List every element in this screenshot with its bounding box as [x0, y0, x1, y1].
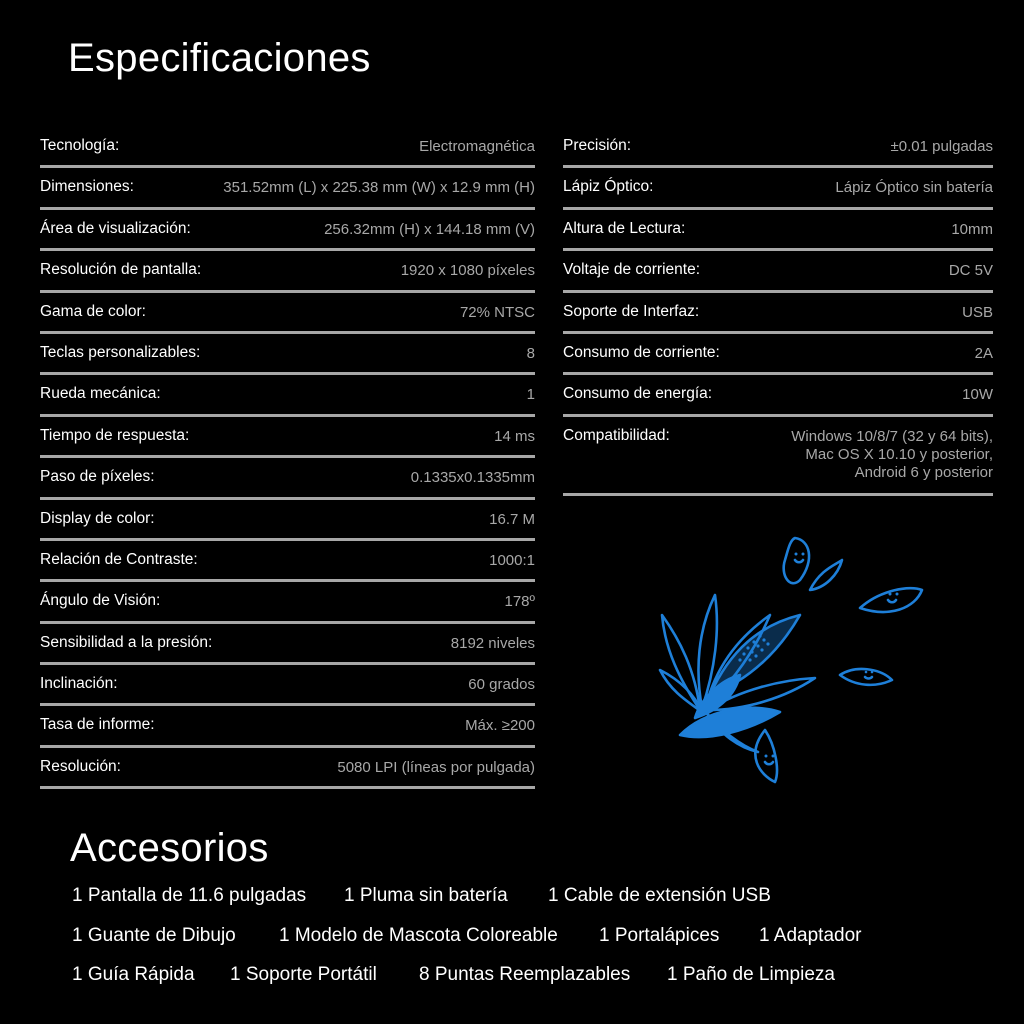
accessory-item: 1 Pluma sin batería [344, 885, 508, 906]
spec-row [40, 665, 535, 706]
spec-label: Consumo de energía: [563, 385, 713, 403]
spec-row [40, 582, 535, 623]
splash-solid-petal [680, 708, 780, 737]
spec-value: 60 grados [468, 676, 535, 694]
accessory-item: 1 Modelo de Mascota Coloreable [279, 925, 558, 946]
spec-label: Área de visualización: [40, 219, 191, 237]
spec-value: 10mm [951, 220, 993, 238]
accessory-item: 1 Portalápices [599, 925, 720, 946]
blue-splash-illustration [640, 530, 940, 790]
spec-row [40, 168, 535, 209]
spec-value: 2A [974, 344, 993, 362]
spec-value: USB [962, 303, 993, 321]
spec-label: Precisión: [563, 137, 632, 154]
spec-value: 1000:1 [489, 551, 535, 569]
accessories-title: Accesorios [70, 826, 269, 870]
spec-row [40, 458, 535, 499]
spec-label: Gama de color: [40, 302, 146, 320]
accessory-item: 1 Guía Rápida [72, 964, 195, 985]
spec-label: Soporte de Interfaz: [563, 302, 700, 320]
spec-row [563, 168, 993, 209]
specs-right-column [563, 127, 993, 496]
spec-label: Resolución: [40, 757, 121, 775]
spec-row [40, 624, 535, 665]
splash-drop [810, 560, 842, 590]
spec-label: Lápiz Óptico: [563, 178, 654, 196]
spec-label: Altura de Lectura: [563, 219, 686, 237]
spec-label: Paso de píxeles: [40, 468, 155, 486]
spec-value: 5080 LPI (líneas por pulgada) [337, 758, 535, 776]
spec-value: 1 [526, 386, 535, 404]
accessory-item: 1 Soporte Portátil [230, 964, 377, 985]
spec-row [563, 334, 993, 375]
spec-label: Display de color: [40, 509, 155, 527]
spec-row [563, 417, 993, 496]
spec-value: 1920 x 1080 píxeles [400, 262, 535, 280]
spec-value: Electromagnética [419, 138, 535, 155]
spec-row [40, 748, 535, 789]
spec-value: 8192 niveles [450, 634, 535, 652]
spec-label: Tiempo de respuesta: [40, 426, 190, 444]
spec-label: Consumo de corriente: [563, 343, 720, 361]
accessory-item: 1 Paño de Limpieza [667, 964, 835, 985]
spec-label: Ángulo de Visión: [40, 592, 161, 610]
spec-row [40, 500, 535, 541]
spec-value: 256.32mm (H) x 144.18 mm (V) [324, 220, 535, 238]
spec-row [40, 375, 535, 416]
spec-value: 16.7 M [489, 510, 535, 528]
spec-row [40, 210, 535, 251]
spec-label: Sensibilidad a la presión: [40, 633, 213, 651]
spec-label: Inclinación: [40, 675, 118, 693]
accessory-item: 8 Puntas Reemplazables [419, 964, 631, 985]
spec-label: Resolución de pantalla: [40, 261, 202, 279]
spec-value: 14 ms [494, 427, 535, 445]
spec-label: Tecnología: [40, 137, 120, 154]
spec-value: 8 [526, 344, 535, 362]
spec-label: Rueda mecánica: [40, 385, 161, 403]
specs-left-column [40, 127, 535, 789]
spec-row [563, 251, 993, 292]
spec-row [40, 417, 535, 458]
specifications-title: Especificaciones [68, 36, 371, 80]
accessory-item: 1 Cable de extensión USB [548, 885, 771, 906]
spec-label: Tasa de informe: [40, 716, 155, 734]
spec-row [40, 127, 535, 168]
splash-drop [860, 588, 922, 612]
spec-row [563, 127, 993, 168]
accessory-item: 1 Pantalla de 11.6 pulgadas [72, 885, 307, 906]
spec-value: ±0.01 pulgadas [890, 138, 993, 155]
spec-value: 0.1335x0.1335mm [410, 469, 535, 487]
spec-label: Compatibilidad: [563, 426, 670, 444]
spec-row [563, 375, 993, 416]
spec-row [40, 334, 535, 375]
spec-row [40, 541, 535, 582]
spec-row [563, 210, 993, 251]
spec-row [40, 706, 535, 747]
spec-label: Teclas personalizables: [40, 343, 201, 361]
spec-value: 178º [504, 593, 535, 611]
spec-label: Dimensiones: [40, 178, 134, 196]
spec-value: Lápiz Óptico sin batería [835, 179, 993, 197]
spec-label: Voltaje de corriente: [563, 261, 701, 279]
accessory-item: 1 Adaptador [759, 925, 862, 946]
spec-row [40, 293, 535, 334]
accessory-item: 1 Guante de Dibujo [72, 925, 236, 946]
spec-value: Máx. ≥200 [465, 717, 535, 735]
spec-value: 10W [962, 386, 993, 404]
spec-row [40, 251, 535, 292]
spec-value: DC 5V [948, 262, 993, 280]
spec-label: Relación de Contraste: [40, 550, 198, 568]
spec-value: 72% NTSC [459, 303, 535, 321]
spec-value: Windows 10/8/7 (32 y 64 bits), Mac OS X 10.10 y posterior, Android 6 y posterior [791, 427, 993, 481]
spec-row [563, 293, 993, 334]
spec-value: 351.52mm (L) x 225.38 mm (W) x 12.9 mm (H) [223, 179, 535, 197]
